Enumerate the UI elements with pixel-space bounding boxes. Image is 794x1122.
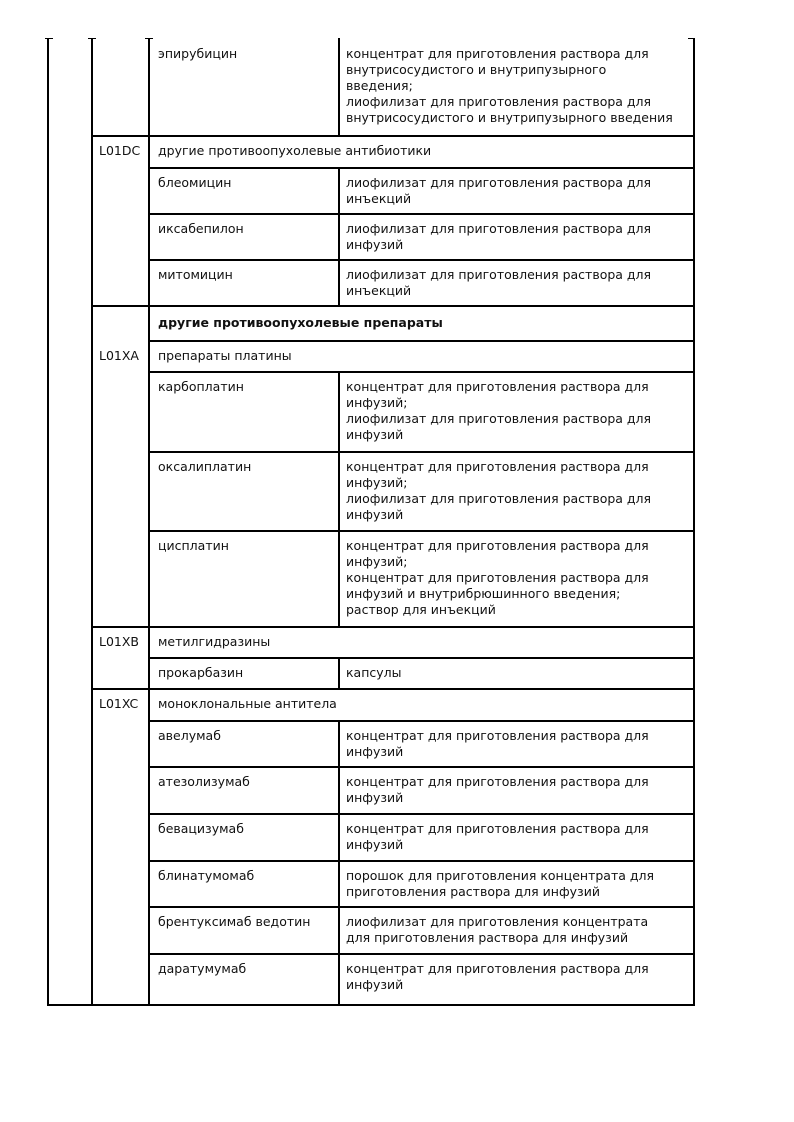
- group-label: другие противоопухолевые антибиотики: [158, 143, 432, 158]
- table-divider-form: [338, 860, 340, 906]
- row-divider: [148, 813, 695, 815]
- row-divider: [148, 953, 695, 955]
- row-divider: [148, 906, 695, 908]
- table-divider-form: [338, 259, 340, 305]
- group-label: метилгидразины: [158, 634, 271, 649]
- row-divider: [91, 305, 695, 307]
- drug-form: лиофилизат для приготовления раствора для инфузий: [346, 221, 652, 252]
- table-divider-form: [338, 371, 340, 451]
- atc-code: L01DC: [99, 143, 141, 158]
- drug-name: брентуксимаб ведотин: [158, 914, 311, 929]
- atc-code: L01XB: [99, 634, 140, 649]
- top-tick: [45, 38, 53, 39]
- drug-name: эпирубицин: [158, 46, 238, 61]
- drug-name: митомицин: [158, 267, 233, 282]
- table-divider-form: [338, 657, 340, 688]
- drug-form: концентрат для приготовления раствора для инфузий; концентрат для приготовления раствора для инфузий и внутрибрюшинного введения; раствор для инъекций: [346, 538, 649, 617]
- drug-name: карбоплатин: [158, 379, 244, 394]
- row-divider: [148, 340, 695, 342]
- drug-form: лиофилизат для приготовления раствора для инъекций: [346, 267, 652, 298]
- drug-form: лиофилизат для приготовления концентрата для приготовления раствора для инфузий: [346, 914, 649, 945]
- table-divider-form: [338, 530, 340, 626]
- drug-form: концентрат для приготовления раствора для инфузий: [346, 961, 649, 992]
- drug-form: концентрат для приготовления раствора для инфузий; лиофилизат для приготовления раствора для инфузий: [346, 379, 652, 442]
- table-divider-form: [338, 213, 340, 259]
- drug-form: порошок для приготовления концентрата для приготовления раствора для инфузий: [346, 868, 655, 899]
- row-divider: [148, 766, 695, 768]
- top-tick: [688, 38, 695, 39]
- row-divider: [91, 135, 695, 137]
- table-border-bottom: [47, 1004, 695, 1006]
- section-heading: другие противоопухолевые препараты: [158, 315, 443, 330]
- table-divider-form: [338, 451, 340, 530]
- drug-name: блинатумомаб: [158, 868, 255, 883]
- drug-name: цисплатин: [158, 538, 229, 553]
- table-divider-form: [338, 953, 340, 1004]
- drug-form: концентрат для приготовления раствора для инфузий: [346, 774, 649, 805]
- drug-name: иксабепилон: [158, 221, 244, 236]
- table-divider-code: [91, 38, 93, 1004]
- drug-form: лиофилизат для приготовления раствора для инъекций: [346, 175, 652, 206]
- row-divider: [148, 451, 695, 453]
- row-divider: [148, 213, 695, 215]
- table-divider-form: [338, 766, 340, 813]
- drug-name: блеомицин: [158, 175, 232, 190]
- row-divider: [91, 626, 695, 628]
- top-tick: [88, 38, 96, 39]
- drug-name: даратумумаб: [158, 961, 247, 976]
- group-label: препараты платины: [158, 348, 292, 363]
- table-divider-form: [338, 720, 340, 766]
- row-divider: [148, 720, 695, 722]
- drug-form: капсулы: [346, 665, 402, 680]
- drug-name: авелумаб: [158, 728, 221, 743]
- drug-form: концентрат для приготовления раствора для инфузий: [346, 728, 649, 759]
- row-divider: [148, 860, 695, 862]
- atc-code: L01XC: [99, 696, 139, 711]
- row-divider: [148, 371, 695, 373]
- drug-form: концентрат для приготовления раствора для внутрисосудистого и внутрипузырного введения; лиофилизат для приготовления раствора для внутрисосудистого и внутрипузырного введения: [346, 46, 673, 125]
- drug-name: оксалиплатин: [158, 459, 252, 474]
- group-label: моноклональные антитела: [158, 696, 337, 711]
- drug-name: бевацизумаб: [158, 821, 244, 836]
- row-divider: [148, 530, 695, 532]
- table-border-left: [47, 38, 49, 1004]
- table-divider-form: [338, 38, 340, 135]
- drug-name: атезолизумаб: [158, 774, 250, 789]
- top-tick: [145, 38, 153, 39]
- table-divider-form: [338, 167, 340, 213]
- drug-form: концентрат для приготовления раствора для инфузий: [346, 821, 649, 852]
- drug-name: прокарбазин: [158, 665, 244, 680]
- drug-form: концентрат для приготовления раствора для инфузий; лиофилизат для приготовления раствора для инфузий: [346, 459, 652, 522]
- row-divider: [148, 259, 695, 261]
- atc-code: L01XA: [99, 348, 139, 363]
- table-divider-form: [338, 906, 340, 953]
- row-divider: [148, 167, 695, 169]
- table-divider-form: [338, 813, 340, 860]
- row-divider: [91, 688, 695, 690]
- row-divider: [148, 657, 695, 659]
